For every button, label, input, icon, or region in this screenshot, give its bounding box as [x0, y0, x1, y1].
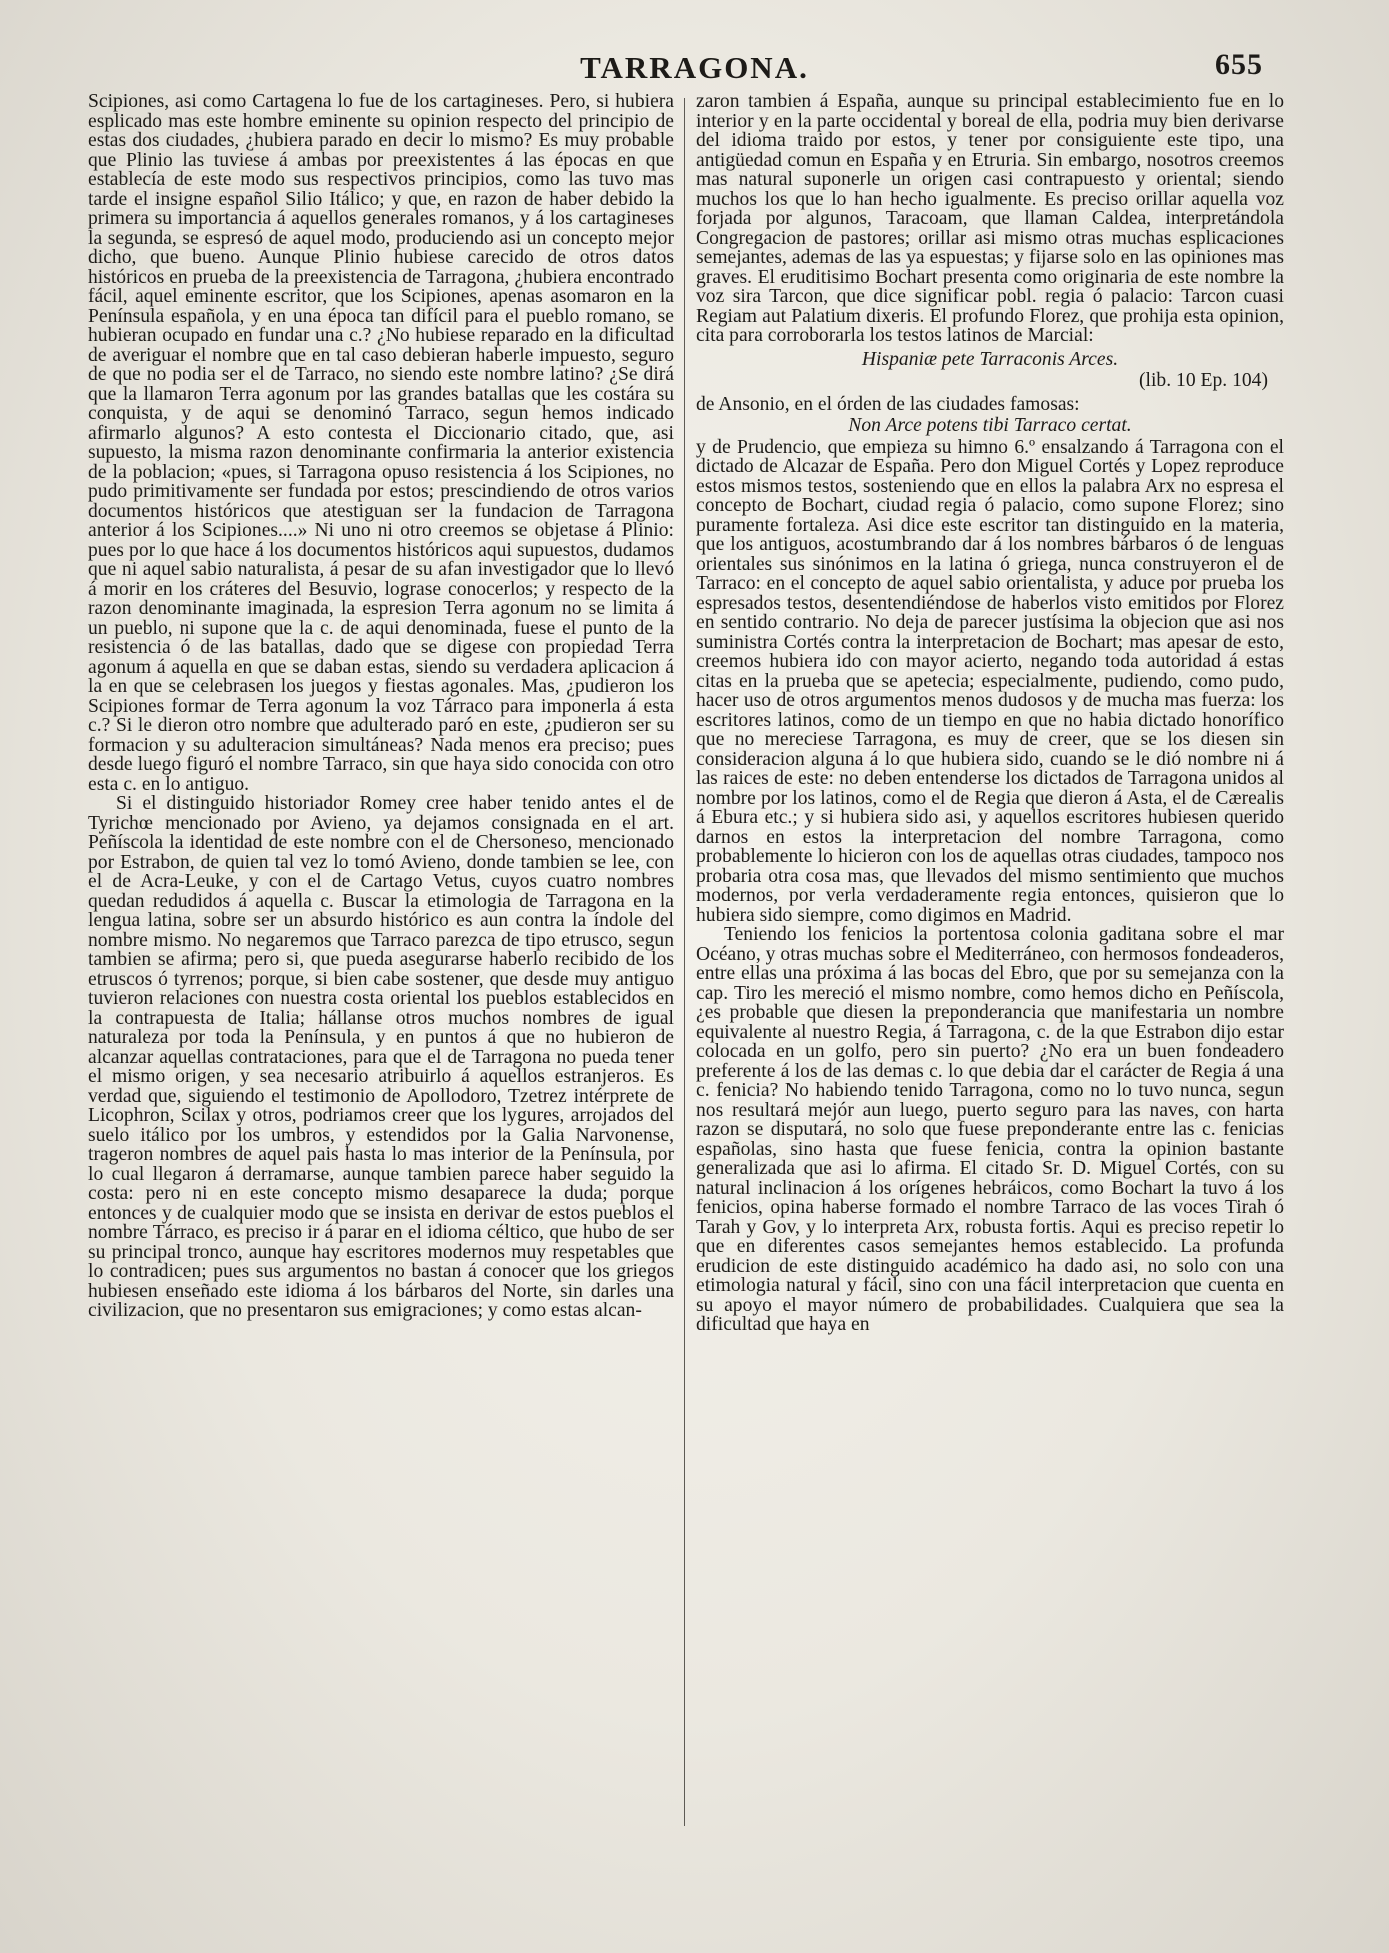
left-paragraph-2: Si el distinguido historiador Romey cree haber tenido antes el de Tyrichœ mencionado por Avieno, ya dejamos consignada en el art. Peñíscola la identidad de este nombre con el de Chersoneso, mencionado por Estrabon, de quien tal vez lo tomó Avieno, donde tambien se lee, con el de Acra-Leuke, y con el de Cartago Vetus, cuyos cuatro nombres quedan redudidos á aquella c. Buscar la etimologia de Tarragona en la lengua latina, sobre ser un absurdo histórico es aun contra la índole del nombre mismo. No negaremos que Tarraco parezca de tipo etrusco, segun tambien se afirma; pero si, que pueda asegurarse haberlo recibido de los etruscos ó tyrrenos; porque, si bien cabe sostener, que desde muy antiguo tuvieron relaciones con nuestra costa oriental los pueblos establecidos en la contrapuesta de Italia; hállanse otros muchos nombres de igual naturaleza por toda la Península, y en puntos á que no hubieron de alcanzar aquellas contrataciones, para que el de Tarragona no pueda tener el mismo origen, y sea necesario atribuirlo á aquellos estranjeros. Es verdad que, siguiendo el testimonio de Apollodoro, Tzetrez intérprete de Licophron, Scilax y otros, podriamos creer que los lygures, arrojados del suelo itálico por los umbros, y estendidos por la Galia Narvonense, trageron nombres de aquel pais hasta lo mas interior de la Península, por lo cual llegaron á derramarse, aunque tambien parece haber seguido la costa: pero ni en este concepto mismo desaparece la duda; porque entonces y de cualquier modo que se insista en derivar de estos pueblos el nombre Tárraco, es preciso ir á parar en el idioma céltico, que hubo de ser su principal tronco, aunque hay escritores modernos muy respetables que lo contradicen; pues sus argumentos no bastan á conocer que los griegos hubiesen enseñado este idioma á los bárbaros del Norte, sin darles una civilizacion, que no presentaron sus emigraciones; y como estas alcan- — [88, 793, 674, 1321]
quote-ansonio: Non Arce potens tibi Tarraco certat. — [848, 415, 1132, 436]
quote-marcial: Hispaniæ pete Tarraconis Arces. — [861, 348, 1119, 370]
page-header — [0, 42, 1389, 86]
right-paragraph-3: y de Prudencio, que empieza su himno 6.º ensalzando á Tarragona con el dictado de Alcazar de España. Pero don Miguel Cortés y Lopez reproduce estos mismos testos, sosteniendo que en ellos la palabra Arx no espresa el concepto de Bochart, ciudad regia ó palacio, como supone Florez; sino puramente fortaleza. Asi dice este escritor tan distinguido en la materia, que los antiguos, acostumbrando dar á los nombres bárbaros ó de lenguas orientales sus sinónimos en la latina ó griega, nunca construyeron el de Tarraco: en el concepto de aquel sabio orientalista, y aduce por prueba los espresados testos, desentendiéndose de haberlos visto emitidos por Florez en sentido contrario. No deja de parecer justísima la objecion que asi nos suministra Cortés contra la interpretacion de Bochart; mas apesar de esto, creemos hubiera ido con mayor acierto, negando toda autoridad á estas citas en la prueba que se apetecia; especialmente, pudiendo, como pudo, hacer uso de otros argumentos menos dudosos y de mucha mas fuerza: los escritores latinos, como de un tiempo en que no habia dictado honorífico que no mereciese Tarragona, es muy de creer, que se los diesen sin consideracion alguna á lo que hubiera sido, cuando se le dió nombre ni á las raices de este: no deben entenderse los dictados de Tarragona unidos al nombre por los latinos, como el de Regia que dieron á Asta, el de Cærealis á Ebura etc.; y si hubiera sido asi, y aquellos escritores hubiesen querido darnos en estos la interpretacion del nombre Tarragona, como probablemente lo hicieron con los de aquellas otras ciudades, tampoco nos probaria otra cosa mas, que llevados del mismo sentimiento que muchos modernos, por verla verdaderamente regia entonces, quisieron que lo hubiera sido siempre, como digimos en Madrid. — [696, 436, 1284, 926]
quote-reference: (lib. 10 Ep. 104) — [1139, 370, 1268, 391]
right-paragraph-2: de Ansonio, en el órden de las ciudades famosas: — [696, 393, 1080, 415]
running-head: TARRAGONA. — [580, 50, 809, 85]
right-paragraph-4: Teniendo los fenicios la portentosa colonia gaditana sobre el mar Océano, y otras muchas sobre el Mediterráneo, con hermosos fondeaderos, entre ellas una próxima á las bocas del Ebro, que por su semejanza con la cap. Tiro les mereció el mismo nombre, como hemos dicho en Peñíscola, ¿es probable que diesen la preponderancia que manifestaria un nombre equivalente al nuestro Regia, á Tarragona, c. de la que Estrabon dijo estar colocada en un golfo, pero sin puerto? ¿No era un buen fondeadero preferente á los de las demas c. lo que debia dar el carácter de Regia á una c. fenicia? No habiendo tenido Tarragona, como no lo tuvo nunca, segun nos resultará mejór aun luego, puerto seguro para las naves, con harta razon se disputará, no solo que fuese preponderante entre las c. fenicias españolas, sino hasta que fuese fenicia, contra la opinion bastante generalizada que asi lo afirma. El citado Sr. D. Miguel Cortés, con su natural inclinacion á los orígenes hebráicos, como Bochart la tuvo á los fenicios, opina haberse formado el nombre Tarraco de las voces Tirah ó Tarah y Gov, y lo interpreta Arx, robusta fortis. Aqui es preciso repetir lo que en diferentes casos semejantes hemos establecido. La profunda erudicion de este distinguido académico ha dado asi, no solo con una etimologia natural y fácil, sino con una fácil interpretacion que cuenta en su apoyo el mayor número de probabilidades. Cualquiera que sea la dificultad que haya en — [696, 924, 1284, 1335]
left-column — [88, 92, 674, 1932]
right-column — [696, 92, 1284, 1932]
page-number: 655 — [1215, 48, 1263, 81]
right-paragraph-1: zaron tambien á España, aunque su principal establecimiento fue en lo interior y en la parte occidental y boreal de ella, podria muy bien derivarse del idioma traido por estos, y tener por consiguiente este tipo, una antigüedad comun en España y en Etruria. Sin embargo, nosotros creemos mas natural suponerle un origen casi contrapuesto y oriental; siendo muchos los que lo han hecho igualmente. Es preciso orillar aquella voz forjada por algunos, Taracoam, que llaman Caldea, interpretándola Congregacion de pastores; orillar asi mismo otras muchas esplicaciones semejantes, ademas de las ya espuestas; y fijarse solo en las opiniones mas graves. El eruditisimo Bochart presenta como originaria de este nombre la voz sira Tarcon, que dice significar pobl. regia ó palacio: Tarcon cuasi Regiam aut Palatium dixeris. El profundo Florez, que prohija esta opinion, cita para corroborarla los testos latinos de Marcial: — [696, 92, 1284, 346]
column-divider — [684, 98, 685, 1826]
left-paragraph-1: Scipiones, asi como Cartagena lo fue de los cartagineses. Pero, si hubiera esplicado mas este hombre eminente su opinion respecto del principio de estas dos ciudades, ¿hubiera parado en decir lo mismo? Es muy probable que Plinio las tuviese á ambas por preexistentes á las épocas en que establecía de este modo sus respectivos principios, como las tuvo mas tarde el insigne español Silio Itálico; y que, en razon de haber debido la primera su importancia á aquellos generales romanos, y á los cartagineses la segunda, se espresó de aquel modo, produciendo asi un concepto mejor dicho, que bueno. Aunque Plinio hubiese carecido de otros datos históricos en prueba de la preexistencia de Tarragona, ¿hubiera encontrado fácil, aquel eminente escritor, que los Scipiones, apenas asomaron en la Península española, y en una época tan difícil para el pueblo romano, se hubieran ocupado en fundar una c.? ¿No hubiese reparado en la dificultad de averiguar el nombre que en tal caso debieran haberle impuesto, seguro de que no podia ser el de Tarraco, no siendo este nombre latino? ¿Se dirá que la llamaron Terra agonum por las grandes batallas que les costára su conquista, y de aqui se denominó Tarraco, segun hemos indicado afirmarlo algunos? A esto contesta el Diccionario citado, que, asi supuesto, la misma razon denominante confirmaria la anterior existencia de la poblacion; «pues, si Tarragona opuso resistencia á los Scipiones, no pudo primitivamente ser fundada por estos; prescindiendo de otros varios documentos históricos que atestiguan ser la fundacion de Tarragona anterior á los Scipiones....» Ni uno ni otro creemos se objetase á Plinio: pues por lo que hace á los documentos históricos aqui supuestos, dudamos que ni aquel sabio naturalista, á pesar de su afan investigador que lo llevó á morir en los cráteres del Besuvio, lograse conocerlos; y respecto de la razon denominante imaginada, la espresion Terra agonum no se limita á un pueblo, ni supone que la c. de aqui denominada, fuese el punto de la resistencia ó de las batallas, dado que se digese con propiedad Terra agonum á aquella en que se daban estas, siendo su verdadera aplicacion á la en que se celebrasen los juegos y fiestas agonales. Mas, ¿pudieron los Scipiones formar de Terra agonum la voz Tárraco para imponerla á esta c.? Si le dieron otro nombre que adulterado paró en este, ¿pudieron ser su formacion y su adulteracion simultáneas? Nada menos era preciso; pues desde luego figuró el nombre Tarraco, sin que haya sido conocida con otro esta c. en lo antiguo. — [88, 92, 674, 795]
